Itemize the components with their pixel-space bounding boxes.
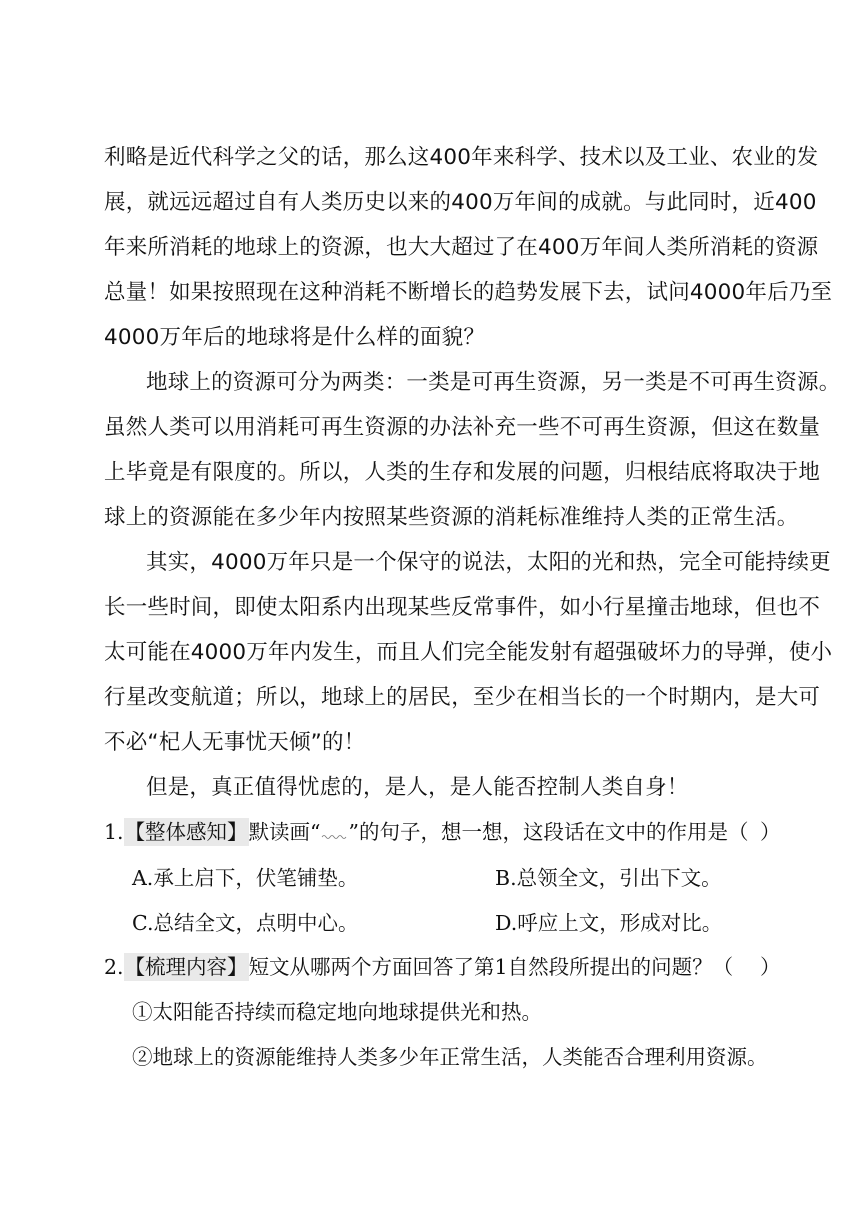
passage-line: 展，就远远超过自有人类历史以来的400万年间的成就。与此同时，近400: [104, 190, 817, 215]
passage-line: 不必“杞人无事忧天倾”的！: [104, 730, 366, 755]
list-item: ①太阳能否持续而稳定地向地球提供光和热。: [132, 1000, 542, 1024]
passage-line: 上毕竟是有限度的。所以，人类的生存和发展的问题，归根结底将取决于地: [104, 460, 821, 485]
question-tag: 【梳理内容】: [124, 955, 248, 979]
passage-line: 太可能在4000万年内发生，而且人们完全能发射有超强破坏力的导弹，使小: [104, 640, 833, 665]
passage-line: 其实，4000万年只是一个保守的说法，太阳的光和热，完全可能持续更: [146, 550, 831, 575]
passage-line: 年来所消耗的地球上的资源，也大大超过了在400万年间人类所消耗的资源: [104, 235, 819, 260]
option-c[interactable]: C.总结全文，点明中心。: [132, 911, 359, 935]
answer-paren-close: ）: [760, 820, 781, 844]
option-d[interactable]: D.呼应上文，形成对比。: [495, 911, 723, 935]
passage-line: 总量！如果按照现在这种消耗不断增长的趋势发展下去，试问4000年后乃至: [104, 280, 833, 305]
passage-line: 球上的资源能在多少年内按照某些资源的消耗标准维持人类的正常生活。: [104, 505, 799, 530]
passage-line: 利略是近代科学之父的话，那么这400年来科学、技术以及工业、农业的发: [104, 145, 819, 170]
wavy-underline-mark: [321, 829, 349, 839]
list-item: ②地球上的资源能维持人类多少年正常生活，人类能否合理利用资源。: [132, 1045, 768, 1069]
answer-paren-close: ）: [760, 955, 781, 979]
question-number: 2.: [104, 955, 124, 979]
passage-line: 虽然人类可以用消耗可再生资源的办法补充一些不可再生资源，但这在数量: [104, 415, 821, 440]
passage-line: 长一些时间，即使太阳系内出现某些反常事件，如小行星撞击地球，但也不: [104, 595, 821, 620]
option-a[interactable]: A.承上启下，伏笔铺垫。: [132, 866, 359, 890]
passage-line: 但是，真正值得忧虑的，是人，是人能否控制人类自身！: [146, 775, 689, 800]
question-tag: 【整体感知】: [124, 820, 248, 844]
passage-line: 4000万年后的地球将是什么样的面貌？: [104, 325, 486, 350]
question-1: [104, 822, 749, 843]
question-text: 短文从哪两个方面回答了第1自然段所提出的问题？（: [248, 955, 734, 979]
question-text: ”的句子，想一想，这段话在文中的作用是（: [348, 820, 749, 844]
question-2: [104, 957, 733, 978]
option-b[interactable]: B.总领全文，引出下文。: [495, 866, 722, 890]
question-text: 默读画“: [248, 820, 321, 844]
question-number: 1.: [104, 820, 124, 844]
passage-line: 地球上的资源可分为两类：一类是可再生资源，另一类是不可再生资源。: [146, 370, 841, 395]
passage-line: 行星改变航道；所以，地球上的居民，至少在相当长的一个时期内，是大可: [104, 685, 821, 710]
